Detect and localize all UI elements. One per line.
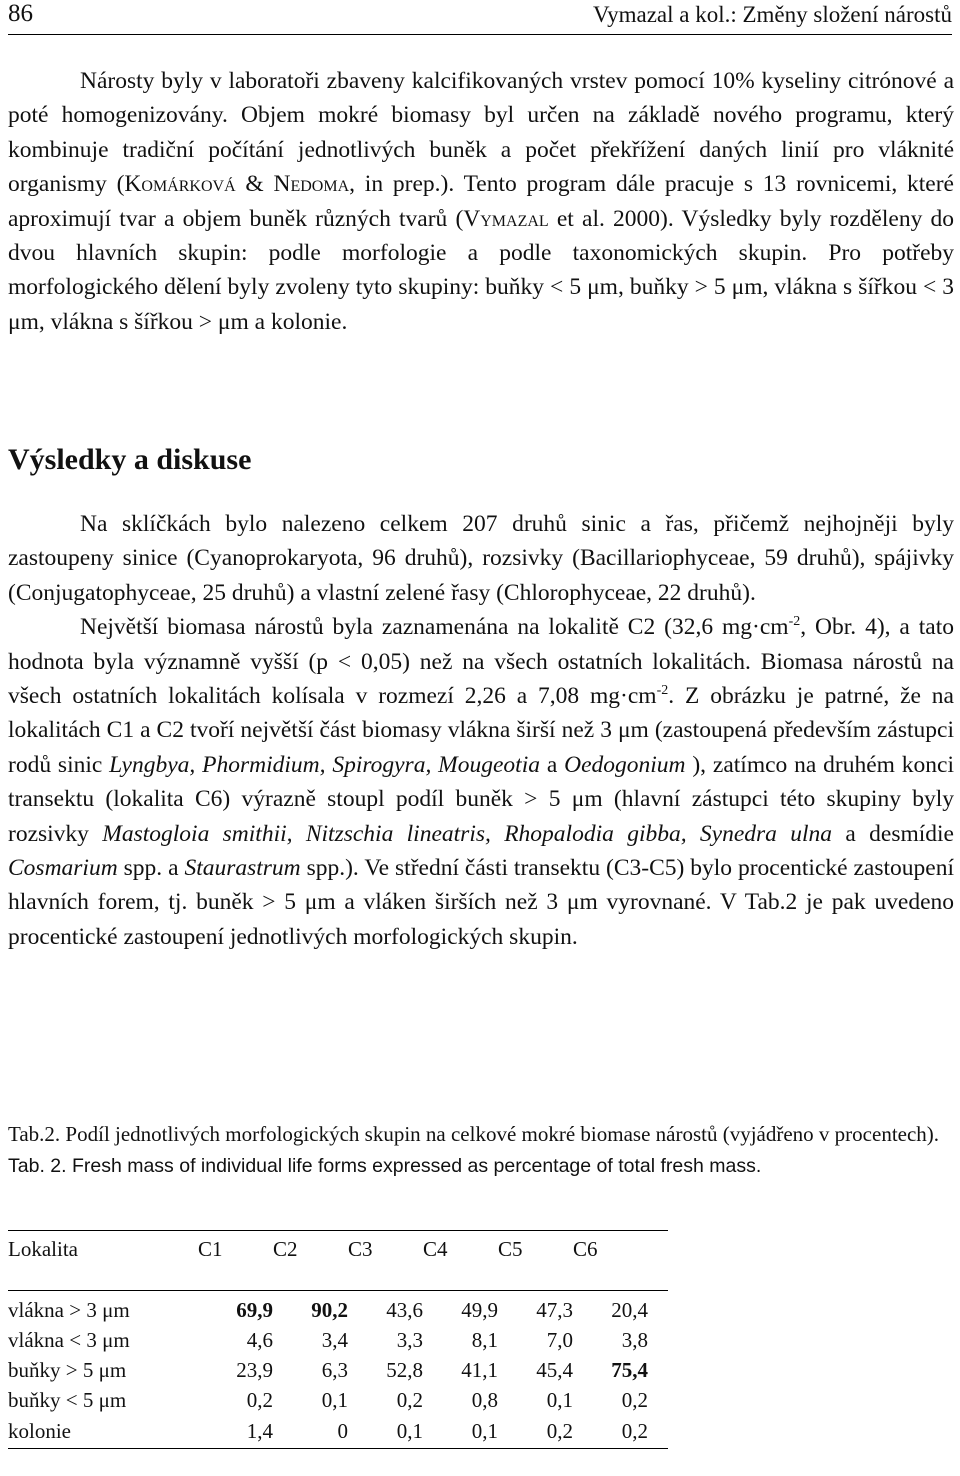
row-label: kolonie	[8, 1418, 71, 1443]
row-label: buňky < 5 μm	[8, 1388, 127, 1413]
methods-paragraph: Nárosty byly v laboratoři zbaveny kalcifikovaných vrstev pomocí 10% kyseliny citrónové a poté homogenizovány. Objem mokré biomasy byl určen na základě nového programu, který kombinuje tradiční počítání jednotlivých buněk a počet překřížení daných linií pro vláknité organismy (Komárková & Nedoma, in prep.). Tento program dále pracuje s 13 rovnicemi, které aproximují tvar a objem buněk různých tvarů (Vymazal et al. 2000). Výsledky byly rozděleny do dvou hlavních skupin: podle morfologie a podle taxonomických skupin. Pro potřeby morfologického dělení byly zvoleny tyto skupiny: buňky < 5 μm, buňky > 5 μm, vlákna s šířkou < 3 μm, vlákna s šířkou > μm a kolonie.	[8, 68, 954, 335]
table-cell: 49,9	[461, 1297, 498, 1322]
table-cell: 0,2	[246, 1388, 273, 1413]
table-cell: 69,9	[236, 1297, 273, 1322]
table-cell: 0,2	[396, 1388, 423, 1413]
table-cell: 1,4	[246, 1418, 273, 1443]
methods-section	[8, 64, 954, 339]
results-paragraph-2: Největší biomasa nárostů byla zaznamenána na lokalitě C2 (32,6 $mg\cdot cm^{-2}$, Obr. 4), a tato hodnota byla významně vyšší (p < 0,05) než na všech ostatních lokalitách. Biomasa nárostů na všech ostatních lokalitách kolísala v rozmezí 2,26 a 7,08 $mg\cdot cm^{-2}$. Z obrázku je patrné, že na lokalitách C1 a C2 tvoří největší část biomasy vlákna širší než 3 μm (zastoupená především zástupci rodů sinic Lyngbya, Phormidium, Spirogyra, Mougeotia a Oedogonium ), zatímco na druhém konci transektu (lokalita C6) výrazně stoupl podíl buněk > 5 μm (hlavní zástupci této skupiny byly rozsivky Mastogloia smithii, Nitzschia lineatris, Rhopalodia gibba, Synedra ulna a desmídie Cosmarium spp. a Staurastrum spp.). Ve střední části transektu (C3-C5) bylo procentické zastoupení hlavních forem, tj. buněk > 5 μm a vláken širších než 3 μm vyrovnané. V Tab.2 je pak uvedeno procentické zastoupení jednotlivých morfologických skupin.	[8, 614, 954, 950]
table-cell: 20,4	[611, 1297, 648, 1322]
column-header: C2	[273, 1236, 298, 1261]
table-cell: 3,3	[396, 1327, 423, 1352]
exponent: -2	[656, 683, 669, 699]
table-caption-cz: Tab.2. Podíl jednotlivých morfologických skupin na celkové mokré biomase nárostů (vyjádřeno v procentech).	[8, 1122, 940, 1146]
column-header: C6	[573, 1236, 598, 1261]
table-cell: 7,0	[546, 1327, 573, 1352]
data-table	[8, 1230, 668, 1449]
table-cell: 41,1	[461, 1358, 498, 1383]
reference-author: Komárková	[124, 171, 236, 198]
exponent: -2	[788, 614, 801, 630]
column-header: C3	[348, 1236, 373, 1261]
table-cell: 47,3	[536, 1297, 573, 1322]
results-section	[8, 507, 954, 954]
taxon-names: Cosmarium	[8, 855, 118, 882]
table-mid-rule	[8, 1290, 668, 1291]
table-cell: 43,6	[386, 1297, 423, 1322]
column-header-corner: Lokalita	[8, 1236, 78, 1261]
table-cell: 0,1	[396, 1418, 423, 1443]
taxon-names: Lyngbya, Phormidium, Spirogyra, Mougeotia	[109, 751, 540, 778]
table-header-row	[8, 1234, 648, 1264]
table-cell: 0,2	[546, 1418, 573, 1443]
table-cell: 3,8	[621, 1327, 648, 1352]
table-top-rule	[8, 1230, 668, 1231]
table-cell: 52,8	[386, 1358, 423, 1383]
table-cell: 0,8	[471, 1388, 498, 1413]
table-cell: 0	[337, 1418, 348, 1443]
row-label: vlákna < 3 μm	[8, 1327, 130, 1352]
table-cell: 3,4	[321, 1327, 348, 1352]
table-row	[8, 1295, 648, 1325]
table-caption-en: Tab. 2. Fresh mass of individual life forms expressed as percentage of total fresh mass.	[8, 1155, 762, 1177]
page-number: 86	[8, 0, 33, 27]
row-label: vlákna > 3 μm	[8, 1297, 130, 1322]
table-cell: 4,6	[246, 1327, 273, 1352]
row-label: buňky > 5 μm	[8, 1358, 127, 1383]
table-cell: 0,1	[546, 1388, 573, 1413]
table-captions	[8, 1119, 954, 1181]
table-cell: 8,1	[471, 1327, 498, 1352]
column-header: C5	[498, 1236, 523, 1261]
column-header: C4	[423, 1236, 448, 1261]
running-head: Vymazal a kol.: Změny složení nárostů	[593, 2, 952, 27]
table-cell: 90,2	[311, 1297, 348, 1322]
taxon-names: Oedogonium	[564, 751, 686, 778]
table-cell: 0,1	[471, 1418, 498, 1443]
table-cell: 0,2	[621, 1418, 648, 1443]
reference-author: Vymazal	[463, 205, 549, 232]
table-row	[8, 1356, 648, 1386]
table-cell: 0,1	[321, 1388, 348, 1413]
table-cell: 0,2	[621, 1388, 648, 1413]
table-row	[8, 1386, 648, 1416]
table-head	[8, 1234, 648, 1264]
table-row	[8, 1325, 648, 1355]
table-cell: 6,3	[321, 1358, 348, 1383]
header-rule	[8, 34, 952, 35]
table-cell: 75,4	[611, 1358, 648, 1383]
reference-author: Nedoma	[273, 171, 350, 198]
section-title: Výsledky a diskuse	[8, 443, 252, 476]
taxon-names: Staurastrum	[184, 855, 301, 882]
column-header: C1	[198, 1236, 223, 1261]
page-header	[8, 0, 952, 36]
table-bottom-rule	[8, 1448, 668, 1449]
table-cell: 23,9	[236, 1358, 273, 1383]
table-row	[8, 1416, 648, 1446]
table-cell: 45,4	[536, 1358, 573, 1383]
taxon-names: Mastogloia smithii, Nitzschia lineatris, Rhopalodia gibba, Synedra ulna	[102, 820, 833, 847]
table-body	[8, 1295, 648, 1446]
results-paragraph-1: Na sklíčkách bylo nalezeno celkem 207 druhů sinic a řas, přičemž nejhojněji byly zastoupeny sinice (Cyanoprokaryota, 96 druhů), rozsivky (Bacillariophyceae, 59 druhů), spájivky (Conjugatophyceae, 25 druhů) a vlastní zelené řasy (Chlorophyceae, 22 druhů).	[8, 511, 954, 606]
